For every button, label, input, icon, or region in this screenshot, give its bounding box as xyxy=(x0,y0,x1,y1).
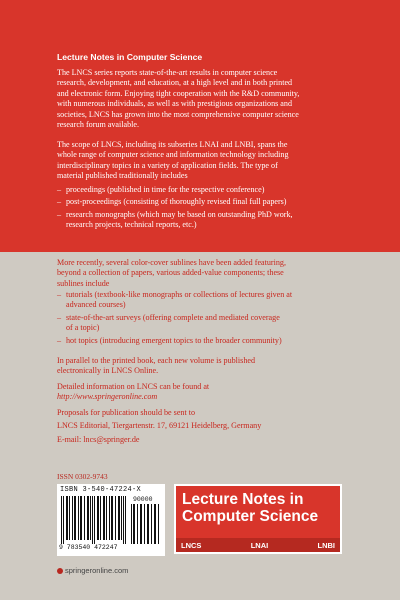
bullet-dash: – xyxy=(57,335,62,345)
logo-sub-lncs: LNCS xyxy=(181,540,202,550)
lncs-logo xyxy=(174,484,342,554)
series-heading: Lecture Notes in Computer Science xyxy=(57,52,203,62)
intro-line: societies, LNCS has grown into the most comprehensive computer science xyxy=(57,109,299,119)
parallel-line: In parallel to the printed book, each new volume is published xyxy=(57,356,256,365)
scope-line: The scope of LNCS, including its subseries LNAI and LNBI, spans the xyxy=(57,140,288,149)
intro-line: and electronic form. Enjoying tight cooperation with the R&D community, xyxy=(57,88,300,98)
bullet-dash: – xyxy=(57,290,62,299)
list-item: – proceedings (published in time for the respective conference) xyxy=(57,185,265,194)
publisher-site[interactable]: springeronline.com xyxy=(57,566,128,575)
recent-line: beyond a collection of papers, various added-value components; these xyxy=(57,268,284,278)
scope-line: material published traditionally includes xyxy=(57,171,188,181)
list-item: – tutorials (textbook-like monographs or collections of lectures given at advanced courses) xyxy=(57,290,293,310)
email-line[interactable]: E-mail: lncs@springer.de xyxy=(57,435,140,444)
address-line: LNCS Editorial, Tiergartenstr. 17, 69121 Heidelberg, Germany xyxy=(57,421,262,430)
list-item: – research monographs (which may be based on outstanding PhD work, research projects, technical reports, etc.) xyxy=(57,209,293,230)
detail-paragraph xyxy=(57,382,357,403)
list-item: – post-proceedings (consisting of thoroughly revised final full papers) xyxy=(57,197,287,207)
recent-paragraph xyxy=(57,258,357,289)
scope-paragraph xyxy=(57,140,357,182)
addon-digits: 90000 xyxy=(133,496,153,503)
bullet-dash: – xyxy=(57,197,62,207)
intro-line: The LNCS series reports state-of-the-art results in computer science xyxy=(57,68,278,77)
bullet-dash: – xyxy=(57,312,62,322)
scope-line: whole range of computer science and information technology including xyxy=(57,150,289,160)
barcode-bars xyxy=(61,496,161,544)
parallel-paragraph xyxy=(57,356,357,377)
intro-paragraph xyxy=(57,68,357,130)
recent-list xyxy=(57,290,357,346)
proposals-line: Proposals for publication should be sent to xyxy=(57,408,196,417)
bullet-dash: – xyxy=(57,185,62,194)
bullet-dash: – xyxy=(57,209,62,219)
intro-line: research, development, and education, at a high level and in both printed xyxy=(57,78,293,88)
isbn-label: ISBN 3-540-47224-X xyxy=(60,486,142,494)
logo-title: Lecture Notes in Computer Science xyxy=(182,491,319,525)
website-link[interactable]: http://www.springeronline.com xyxy=(57,392,158,402)
parallel-line: electronically in LNCS Online. xyxy=(57,366,159,376)
intro-line: research forum available. xyxy=(57,120,140,130)
list-item: – state-of-the-art surveys (offering complete and mediated coverage of a topic) xyxy=(57,312,280,333)
springer-logo-icon xyxy=(57,568,63,574)
logo-subseries-band xyxy=(176,538,340,552)
recent-line: sublines include xyxy=(57,278,110,288)
intro-line: with numerous individuals, as well as with prestigious organizations and xyxy=(57,99,292,109)
logo-sub-lnai: LNAI xyxy=(250,540,269,550)
scope-line: interdisciplinary topics in a variety of application fields. The type of xyxy=(57,160,278,170)
logo-sub-lnbi: LNBI xyxy=(317,540,335,550)
detail-line: Detailed information on LNCS can be found at xyxy=(57,382,210,391)
list-item: – hot topics (introducing emergent topics to the broader community) xyxy=(57,335,282,345)
barcode xyxy=(57,484,165,556)
recent-line: More recently, several color-cover sublines have been added featuring, xyxy=(57,258,286,267)
scope-list xyxy=(57,185,357,231)
issn-label: ISSN 0302-9743 xyxy=(57,472,108,481)
ean-digits: 9 783540 472247 xyxy=(59,544,118,551)
